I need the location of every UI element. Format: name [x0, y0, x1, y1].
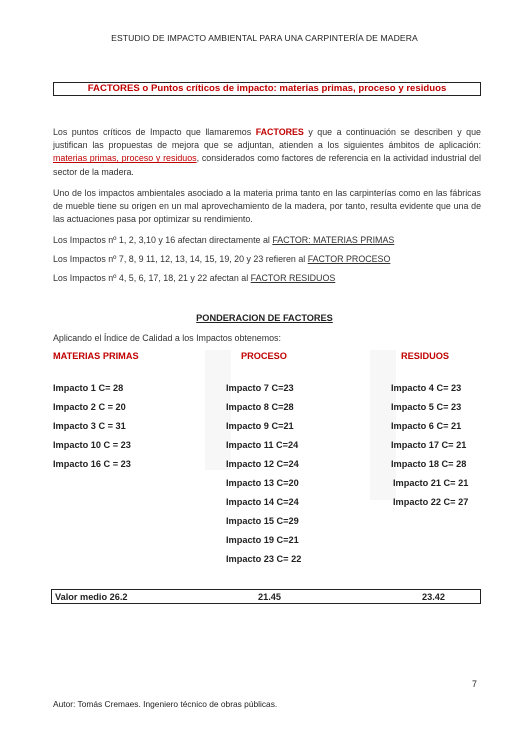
column-header-materias: MATERIAS PRIMAS	[53, 351, 139, 361]
materias-item: Impacto 2 C = 20	[53, 402, 126, 412]
materias-item: Impacto 1 C= 28	[53, 383, 124, 393]
proceso-item: Impacto 15 C=29	[226, 516, 299, 526]
proceso-item: Impacto 12 C=24	[226, 459, 299, 469]
section-title: FACTORES o Puntos críticos de impacto: materias primas, proceso y residuos	[53, 82, 481, 96]
proceso-item: Impacto 19 C=21	[226, 535, 299, 545]
line-proceso	[53, 254, 390, 264]
line1-text: Los Impactos nº 1, 2, 3,10 y 16 afectan directamente al	[53, 235, 273, 245]
para1-ambitos-link[interactable]: materias primas, proceso y residuos	[53, 153, 197, 164]
column-header-proceso: PROCESO	[241, 351, 287, 361]
residuos-item: Impacto 4 C= 23	[391, 383, 462, 393]
line3-text: Los Impactos nº 4, 5, 6, 17, 18, 21 y 22 afectan al	[53, 273, 251, 283]
proceso-item: Impacto 14 C=24	[226, 497, 299, 507]
paragraph-factores	[53, 126, 481, 179]
page-header: ESTUDIO DE IMPACTO AMBIENTAL PARA UNA CARPINTERÍA DE MADERA	[111, 33, 418, 43]
paragraph-impactos: Uno de los impactos ambientales asociado a la materia prima tanto en las carpinterías como en las fábricas de mueble tiene su origen en un mal aprovechamiento de la madera, por tanto, resulta evidente que una de las actuaciones pasa por optimizar su rendimiento.	[53, 188, 481, 225]
para1-text-5: , considerados como factores de referencia en la actividad industrial del sector de la madera.	[53, 153, 481, 177]
proceso-item: Impacto 13 C=20	[226, 478, 299, 488]
proceso-item: Impacto 23 C= 22	[226, 554, 302, 564]
proceso-item: Impacto 11 C=24	[226, 440, 299, 450]
residuos-item: Impacto 22 C= 27	[393, 497, 469, 507]
residuos-item: Impacto 18 C= 28	[391, 459, 467, 469]
materias-item: Impacto 16 C = 23	[53, 459, 131, 469]
residuos-item: Impacto 5 C= 23	[391, 402, 462, 412]
factor-residuos-link[interactable]: FACTOR RESIDUOS	[250, 273, 336, 283]
ponderacion-title: PONDERACION DE FACTORES	[196, 313, 333, 323]
residuos-item: Impacto 6 C= 21	[391, 421, 462, 431]
line-residuos	[53, 273, 335, 283]
para1-text-3: y que a continuación se describen y que justifican las propuestas de mejora que se adjuntan, atienden a los siguientes ámbitos de aplicación:	[53, 127, 481, 151]
para1-factores-keyword: FACTORES	[255, 127, 304, 137]
page-footer: Autor: Tomás Cremaes. Ingeniero técnico de obras públicas.	[53, 699, 278, 709]
proceso-item: Impacto 9 C=21	[226, 421, 294, 431]
total-proceso: 21.45	[258, 592, 281, 602]
materias-item: Impacto 3 C = 31	[53, 421, 126, 431]
residuos-item: Impacto 17 C= 21	[391, 440, 467, 450]
materias-item: Impacto 10 C = 23	[53, 440, 131, 450]
proceso-item: Impacto 7 C=23	[226, 383, 294, 393]
ponderacion-intro: Aplicando el Índice de Calidad a los Impactos obtenemos:	[53, 333, 281, 343]
factor-proceso-link[interactable]: FACTOR PROCESO	[307, 254, 391, 264]
total-residuos: 23.42	[422, 592, 445, 602]
column-header-residuos: RESIDUOS	[401, 351, 449, 361]
residuos-item: Impacto 21 C= 21	[393, 478, 469, 488]
proceso-item: Impacto 8 C=28	[226, 402, 294, 412]
line2-text: Los Impactos nº 7, 8, 9 11, 12, 13, 14, 15, 19, 20 y 23 refieren al	[53, 254, 308, 264]
total-materias: Valor medio 26.2	[55, 592, 128, 602]
line-materias-primas	[53, 235, 394, 245]
factor-materias-primas-link[interactable]: FACTOR: MATERIAS PRIMAS	[272, 235, 395, 245]
page-number: 7	[472, 679, 477, 689]
para1-text-1: Los puntos críticos de Impacto que llamaremos	[53, 127, 256, 137]
totals-row	[51, 589, 481, 604]
